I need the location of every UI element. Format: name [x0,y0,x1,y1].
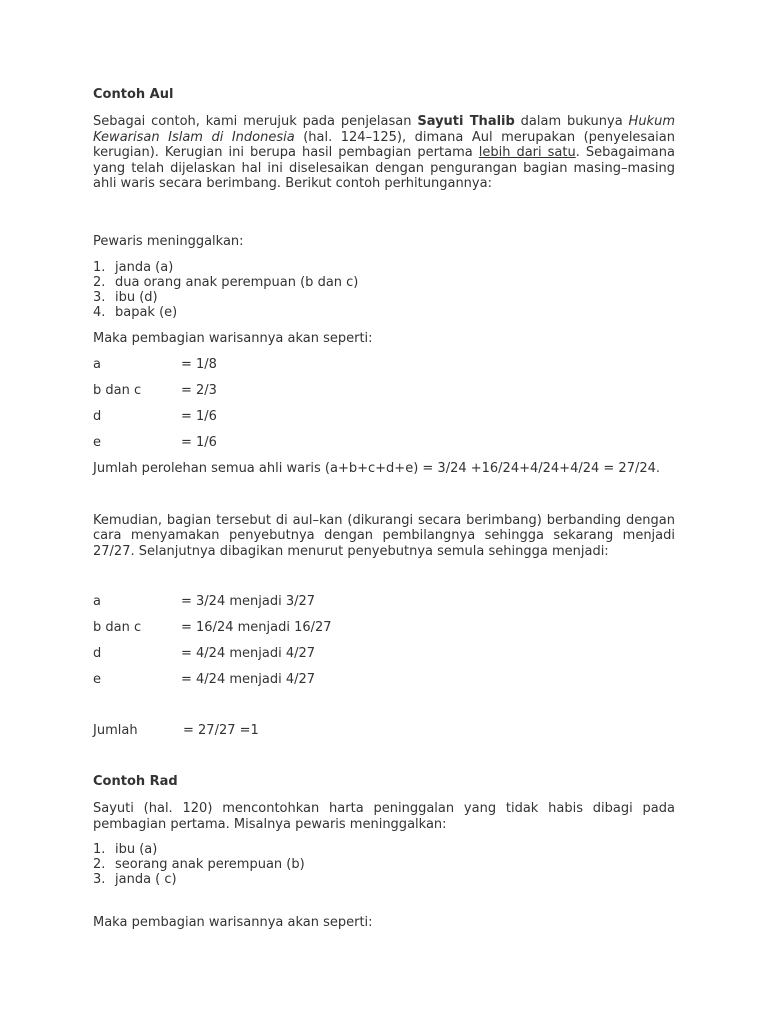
pewaris-label: Pewaris meninggalkan: [93,233,244,249]
share-row: d = 1/6 [93,408,217,424]
adjusted-share-row: d = 4/24 menjadi 4/27 [93,646,316,661]
share-row: e = 1/6 [93,434,217,450]
list-item: 3. ibu (d) [93,289,158,305]
list-item: 2. seorang anak perempuan (b) [93,857,305,872]
share-row: a = 1/8 [93,356,217,372]
list-item: 1. ibu (a) [93,842,158,857]
jumlah-perolehan-line: Jumlah perolehan semua ahli waris (a+b+c+d+e) = 3/24 +16/24+4/24+4/24 = 27/24. [93,460,661,476]
maka-line: Maka pembagian warisannya akan seperti: [93,330,373,346]
book-title: Hukum Kewarisan Islam di Indonesia [93,114,675,145]
adjusted-share-row: e = 4/24 menjadi 4/27 [93,672,316,687]
aul-heirs-list [93,260,675,320]
rad-heirs-list [93,842,675,887]
underlined-phrase: lebih dari satu [478,145,576,160]
share-row: b dan c = 2/3 [93,382,217,398]
author-name: Sayuti Thalib [417,114,515,129]
heading-contoh-rad: Contoh Rad [93,774,178,789]
heading-contoh-aul: Contoh Aul [93,87,174,102]
rad-intro-paragraph: Sayuti (hal. 120) mencontohkan harta peninggalan yang tidak habis dibagi pada pembagian pertama. Misalnya pewaris meninggalkan: [93,801,675,832]
document-page [93,86,675,931]
list-item: 3. janda ( c) [93,872,177,887]
list-item: 2. dua orang anak perempuan (b dan c) [93,274,359,290]
kemudian-paragraph: Kemudian, bagian tersebut di aul–kan (dikurangi secara berimbang) berbanding dengan cara menyamakan penyebutnya dengan pembilangnya sehingga sekarang menjadi 27/27. Selanjutnya dibagikan menurut penyebutnya semula sehingga menjadi: [93,512,675,559]
aul-intro-paragraph: Sebagai contoh, kami merujuk pada penjelasan Sayuti Thalib dalam bukunya Hukum Kewarisan Islam di Indonesia (hal. 124–125), dimana Aul merupakan (penyelesaian kerugian). Kerugian ini berupa hasil pembagian pertama lebih dari satu. Sebagaimana yang telah dijelaskan hal ini diselesaikan dengan pengurangan bagian masing–masing ahli waris secara berimbang. Berikut contoh perhitungannya: [93,114,675,191]
total-row: Jumlah = 27/27 =1 [93,723,259,738]
list-item: 4. bapak (e) [93,304,178,320]
list-item: 1. janda (a) [93,259,174,275]
adjusted-share-row: b dan c = 16/24 menjadi 16/27 [93,620,332,635]
rad-maka-line: Maka pembagian warisannya akan seperti: [93,915,373,930]
adjusted-share-row: a = 3/24 menjadi 3/27 [93,594,316,609]
